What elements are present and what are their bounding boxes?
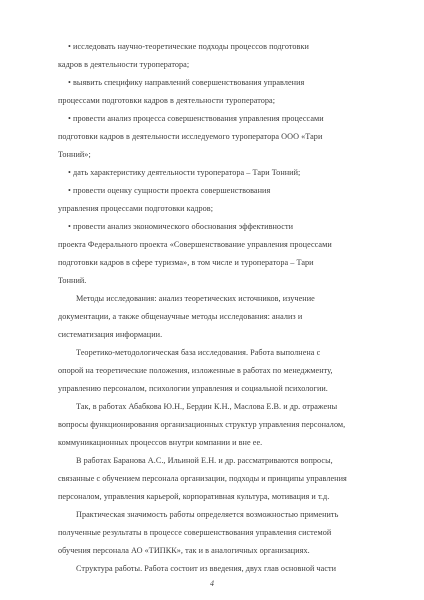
document-body xyxy=(58,38,396,578)
text-line: В работах Баранова А.С., Ильиной Е.Н. и др. рассматриваются вопросы, xyxy=(76,456,333,465)
text-line: управлению персоналом, психологии управления и социальной психологии. xyxy=(58,384,328,393)
text-line: подготовки кадров в деятельности исследуемого туроператора ООО «Тари xyxy=(58,132,323,141)
text-line: связанные с обучением персонала организации, подходы и принципы управления xyxy=(58,474,347,483)
text-line: полученные результаты в процессе совершенствования управления системой xyxy=(58,528,332,537)
text-line: Тонний»; xyxy=(58,150,91,159)
text-line: проекта Федерального проекта «Совершенствование управления процессами xyxy=(58,240,332,249)
text-line: Теоретико-методологическая база исследования. Работа выполнена с xyxy=(76,348,321,357)
text-line: • выявить специфику направлений совершенствования управления xyxy=(68,78,305,87)
page-number: 4 xyxy=(210,579,214,588)
text-line: • провести анализ процесса совершенствования управления процессами xyxy=(68,114,324,123)
text-line: вопросы функционирования организационных структур управления персоналом, xyxy=(58,420,346,429)
text-line: Практическая значимость работы определяется возможностью применить xyxy=(76,510,339,519)
text-line: персоналом, управления карьерой, корпоративная культура, мотивация и т.д. xyxy=(58,492,330,501)
text-line: Структура работы. Работа состоит из введения, двух глав основной части xyxy=(76,564,337,573)
text-line: Методы исследования: анализ теоретических источников, изучение xyxy=(76,294,315,303)
text-line: систематизация информации. xyxy=(58,330,163,339)
text-line: подготовки кадров в сфере туризма», в том числе и туроператора – Тари xyxy=(58,258,314,267)
text-line: процессами подготовки кадров в деятельности туроператора; xyxy=(58,96,276,105)
text-line: • провести оценку сущности проекта совершенствования xyxy=(68,186,271,195)
text-line: обучения персонала АО «ТИПКК», так и в аналогичных организациях. xyxy=(58,546,310,555)
text-line: Так, в работах Абабкова Ю.Н., Бердин К.Н., Маслова Е.В. и др. отражены xyxy=(76,402,338,411)
text-line: управления процессами подготовки кадров; xyxy=(58,204,214,213)
text-line: коммуникационных процессов внутри компании и вне ее. xyxy=(58,438,263,447)
text-line: опорой на теоретические положения, изложенные в работах по менеджменту, xyxy=(58,366,333,375)
text-line: Тонний. xyxy=(58,276,87,285)
text-line: документации, а также общенаучные методы исследования: анализ и xyxy=(58,312,303,321)
text-line: кадров в деятельности туроператора; xyxy=(58,60,190,69)
text-line: • дать характеристику деятельности туроператора – Тари Тонний; xyxy=(68,168,301,177)
text-line: • провести анализ экономического обоснования эффективности xyxy=(68,222,294,231)
text-line: • исследовать научно-теоретические подходы процессов подготовки xyxy=(68,42,309,51)
